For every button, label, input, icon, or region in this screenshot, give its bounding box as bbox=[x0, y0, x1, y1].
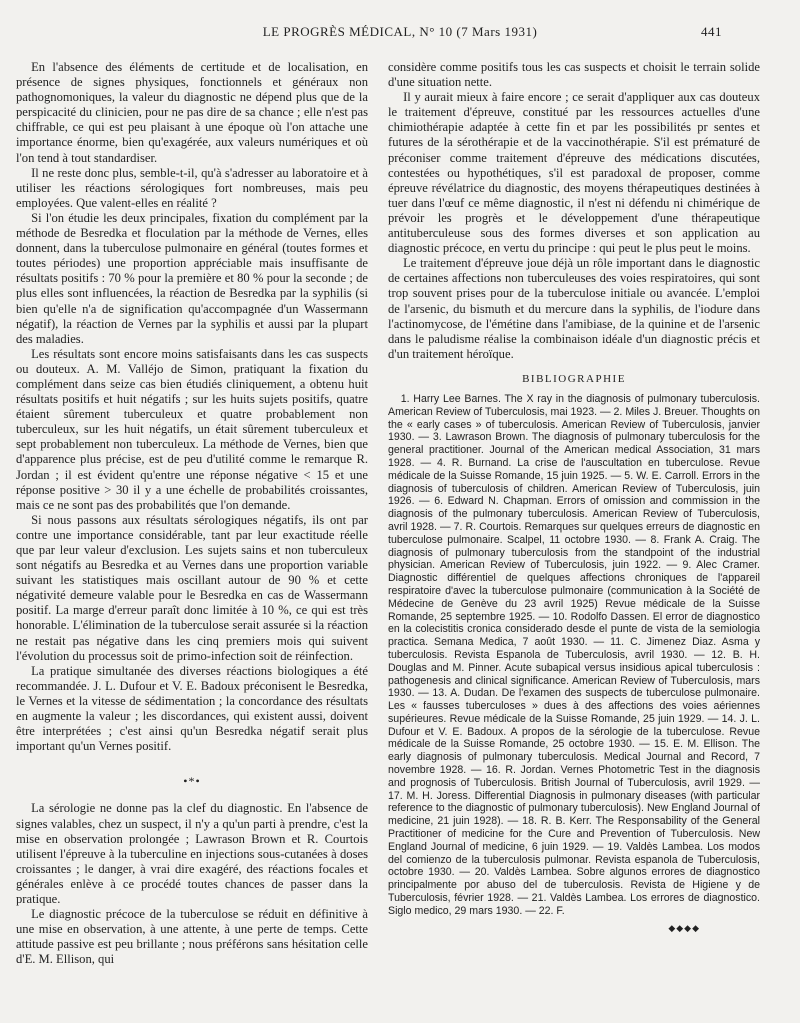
paragraph: Les résultats sont encore moins satisfaisants dans les cas suspects ou douteux. A. M. Valléjo de Simon, pratiquant la fixation du complément dans seize cas bien étudiés cliniquement, a obtenu huit résultats positifs et huit négatifs ; sur les huits sujets positifs, quatre étaient sûrement tuberculeux et quatre probablement non tuberculeux, sur les huit négatifs, un était sûrement tuberculeux et sept probablement non tuberculeux. La méthode de Vernes, bien que d'apparence plus précise, est de peu d'utilité comme le remarque R. Jordan ; il est évident qu'entre une réponse négative < 15 et une réponse positive > 30 il y a une échelle de probabilités croissantes, mais ce ne sont pas des probabilités que l'on demande. bbox=[16, 346, 368, 512]
paragraph: Si nous passons aux résultats sérologiques négatifs, ils ont par contre une importance considérable, tant par leur exactitude réelle que par leur valeur d'exclusion. Les sujets sains et non tuberculeux sont négatifs au Besredka et au Vernes dans une proportion variable suivant les statistiques mais oscillant autour de 90 % et cette négativité demeure valable pour le Besredka en cas de Wassermann positif. La marge d'erreur paraît donc limitée à 10 %, ce qui est très honorable. L'élimination de la tuberculose serait assurée si la réaction ne restait pas négative dans les cinq premiers mois qui suivent l'évolution du processus soit de primo-infection soit de réinfection. bbox=[16, 512, 368, 663]
paragraph: Le traitement d'épreuve joue déjà un rôle important dans le diagnostic de certaines affections non tuberculeuses des voies respiratoires, qui sont trop souvent prises pour de la tuberculose initiale ou avancée. L'emploi de l'arsenic, du bismuth et du mercure dans la syphilis, de l'iodure dans l'actinomycose, de l'émétine dans l'amibiase, de la quinine et de l'arsenic dans le paludisme réalise la combinaison idéale d'un diagnostic précis et d'un traitement héroïque. bbox=[388, 256, 760, 361]
right-column bbox=[388, 60, 760, 936]
section-separator: •*• bbox=[183, 774, 201, 789]
bibliography-list: 1. Harry Lee Barnes. The X ray in the diagnosis of pulmonary tuberculosis. American Review of Tuberculosis, mai 1923. — 2. Miles J. Breuer. Thoughts on the « early cases » of tuberculosis. American Review of Tuberculosis, janvier 1930. — 3. Lawrason Brown. The diagnosis of pulmonary tuberculosis for the general practitioner. Journal of the American medical Association, 31 mars 1928. — 4. R. Burnand. La crise de l'auscultation en tuberculose. Revue médicale de la Suisse Romande, 15 juin 1925. — 5. W. E. Carroll. Errors in the diagnosis of tuberculosis of children. American Review of Tuberculosis, juin 1926. — 6. Edward N. Chapman. Errors of omission and commission in the diagnosis of the pulmonary tuberculosis. American Review of Tuberculosis, avril 1928. — 7. R. Courtois. Remarques sur quelques erreurs de diagnostic en tuberculose pulmonaire. Scalpel, 11 octobre 1930. — 8. Frank A. Craig. The diagnosis of pulmonary tuberculosis from the standpoint of the industrial physician. American Review of Tuberculosis, juin 1922. — 9. Alec Cramer. Diagnostic différentiel de quelques affections chroniques de l'appareil respiratoire d'avec la tuberculose pulmonaire (communication à la Société de Médecine de Genève du 23 avril 1925) Revue médicale de la Suisse Romande, 25 septembre 1925. — 10. Rodolfo Dassen. El error de diagnostico en la colecistitis cronica considerado desde el punte de vista de la semiologia practica. Semana Medica, 7 août 1930. — 11. C. Jimenez Diaz. Asma y tuberculosis. Revista Espanola de Tuberculosis, avril 1930. — 12. B. H. Douglas and M. Pinner. Acute subapical versus insidious apical tuberculosis : pathogenesis and clinical significance. American Review of Tuberculosis, mars 1930. — 13. A. Dudan. De l'examen des suspects de tuberculose pulmonaire. Les « fausses tuberculoses » dues à des affections des voies aériennes supérieures. Revue médicale de la Suisse Romande, 25 juin 1929. — 14. J. L. Dufour et V. E. Badoux. A propos de la sérologie de la tuberculose. Revue médicale de la Suisse Romande, 25 octobre 1930. — 15. E. M. Ellison. The early diagnosis of pulmonary tuberculosis. Medical Journal and Record, 7 novembre 1928. — 16. R. Jordan. Vernes Photometric Test in the diagnosis and prognosis of Tuberculosis. British Journal of Tuberculosis, avril 1929. — 17. M. H. Joress. Differential Diagnosis in pulmonary diseases (with particular reference to the diagnostic of pulmonary tuberculosis). New England Journal of medicine, 21 juin 1928). — 18. R. B. Kerr. The Responsability of the General Practitioner of medicine for the Cure and Prevention of Tuberculosis. New England Journal of medicine, 6 juin 1929. — 19. Valdès Lambea. Los modos del comienzo de la tuberculosis pulmonar. Revista espanola de Tuberculosis, octobre 1930. — 20. Valdès Lambea. Sobre algunos errores de diagnostico principalmente por abuso del de tuberculosis. Revista de Higiene y de Tuberculosis, février 1928. — 21. Valdès Lambea. Los errores de diagnostico. Siglo medico, 29 mars 1930. — 22. F. bbox=[388, 392, 760, 917]
paragraph: En l'absence des éléments de certitude et de localisation, en présence de signes physiques, fonctionnels et généraux non pathognomoniques, la valeur du diagnostic ne dépend plus que de la perspicacité du clinicien, pour ne pas dire de sa chance ; elle n'est pas chiffrable, ce qui est peu plaisant à une époque où l'on attache une importance énorme, bien qu'exagérée, aux valeurs numériques et où l'on tend à tout standardiser. bbox=[16, 60, 368, 165]
paragraph: Si l'on étudie les deux principales, fixation du complément par la méthode de Besredka et floculation par la méthode de Vernes, elles donnent, dans la tuberculose pulmonaire en général (toutes formes et toutes périodes) une proportion appréciable mais insuffisante de résultats positifs : 70 % pour la première et 80 % pour la seconde ; de plus elles sont influencées, la réaction de Besredka par la syphilis (si bien qu'elle n'a de signification qu'accompagnée d'un Wassermann négatif), la réaction de Vernes par la syphilis et aussi par la plupart des maladies. bbox=[16, 210, 368, 346]
paragraph: Il ne reste donc plus, semble-t-il, qu'à s'adresser au laboratoire et à utiliser les réactions sérologiques fort nombreuses, mais peu employées. Que valent-elles en réalité ? bbox=[16, 165, 368, 210]
paragraph: La sérologie ne donne pas la clef du diagnostic. En l'absence de signes valables, chez un suspect, il n'y a qu'un parti à prendre, c'est la mise en observation prolongée ; Lawrason Brown et R. Courtois utilisent l'épreuve à la tuberculine en injections sous-cutanées à doses croissantes ; le danger, à vrai dire exagéré, des réactions focales et générales enlève à ce procédé toutes chances de passer dans la pratique. bbox=[16, 801, 368, 906]
page-header bbox=[0, 24, 800, 46]
end-ornament: ◆◆◆◆ bbox=[668, 922, 700, 933]
paragraph: Il y aurait mieux à faire encore ; ce serait d'appliquer aux cas douteux le traitement d'épreuve, constitué par les ressources actuelles d'une chimiothérapie adaptée à cette fin et par les possibilités pr sentes et futures de la sérothérapie et de la vaccinothérapie. S'il est prématuré de préconiser comme traitement d'épreuve des médications discutées, contestées ou hypothétiques, s'il est paradoxal de proposer, comme épreuve révélatrice du diagnostic, des moyens thérapeutiques destinées à tuer dans l'œuf ce même diagnostic, il n'est ni défendu ni chimérique de prévoir les progrès et le développement d'une thérapeutique antituberculeuse sous des formes diverses et son application au diagnostic précoce, en vertu du principe : qui peut le plus peut le moins. bbox=[388, 90, 760, 256]
paragraph: La pratique simultanée des diverses réactions biologiques a été recommandée. J. L. Dufour et V. E. Badoux préconisent le Besredka, le Vernes et la vitesse de sédimentation ; la concordance des résultats en augmente la valeur ; les discordances, qui existent aussi, doivent être interprétées ; c'est ainsi qu'un Besredka négatif serait plus important qu'un Vernes positif. bbox=[16, 663, 368, 754]
journal-title: LE PROGRÈS MÉDICAL, N° 10 (7 Mars 1931) bbox=[262, 24, 538, 39]
paragraph: considère comme positifs tous les cas suspects et choisit le terrain solide d'une situation nette. bbox=[388, 60, 760, 90]
page-number: 441 bbox=[701, 24, 722, 39]
left-column bbox=[16, 60, 368, 967]
paragraph: Le diagnostic précoce de la tuberculose se réduit en définitive à une mise en observation, à une attente, à une perte de temps. Cette attitude passive est peu brillante ; nous préférons sans hésitation celle d'E. M. Ellison, qui bbox=[16, 907, 368, 967]
bibliography-heading: BIBLIOGRAPHIE bbox=[522, 372, 626, 385]
